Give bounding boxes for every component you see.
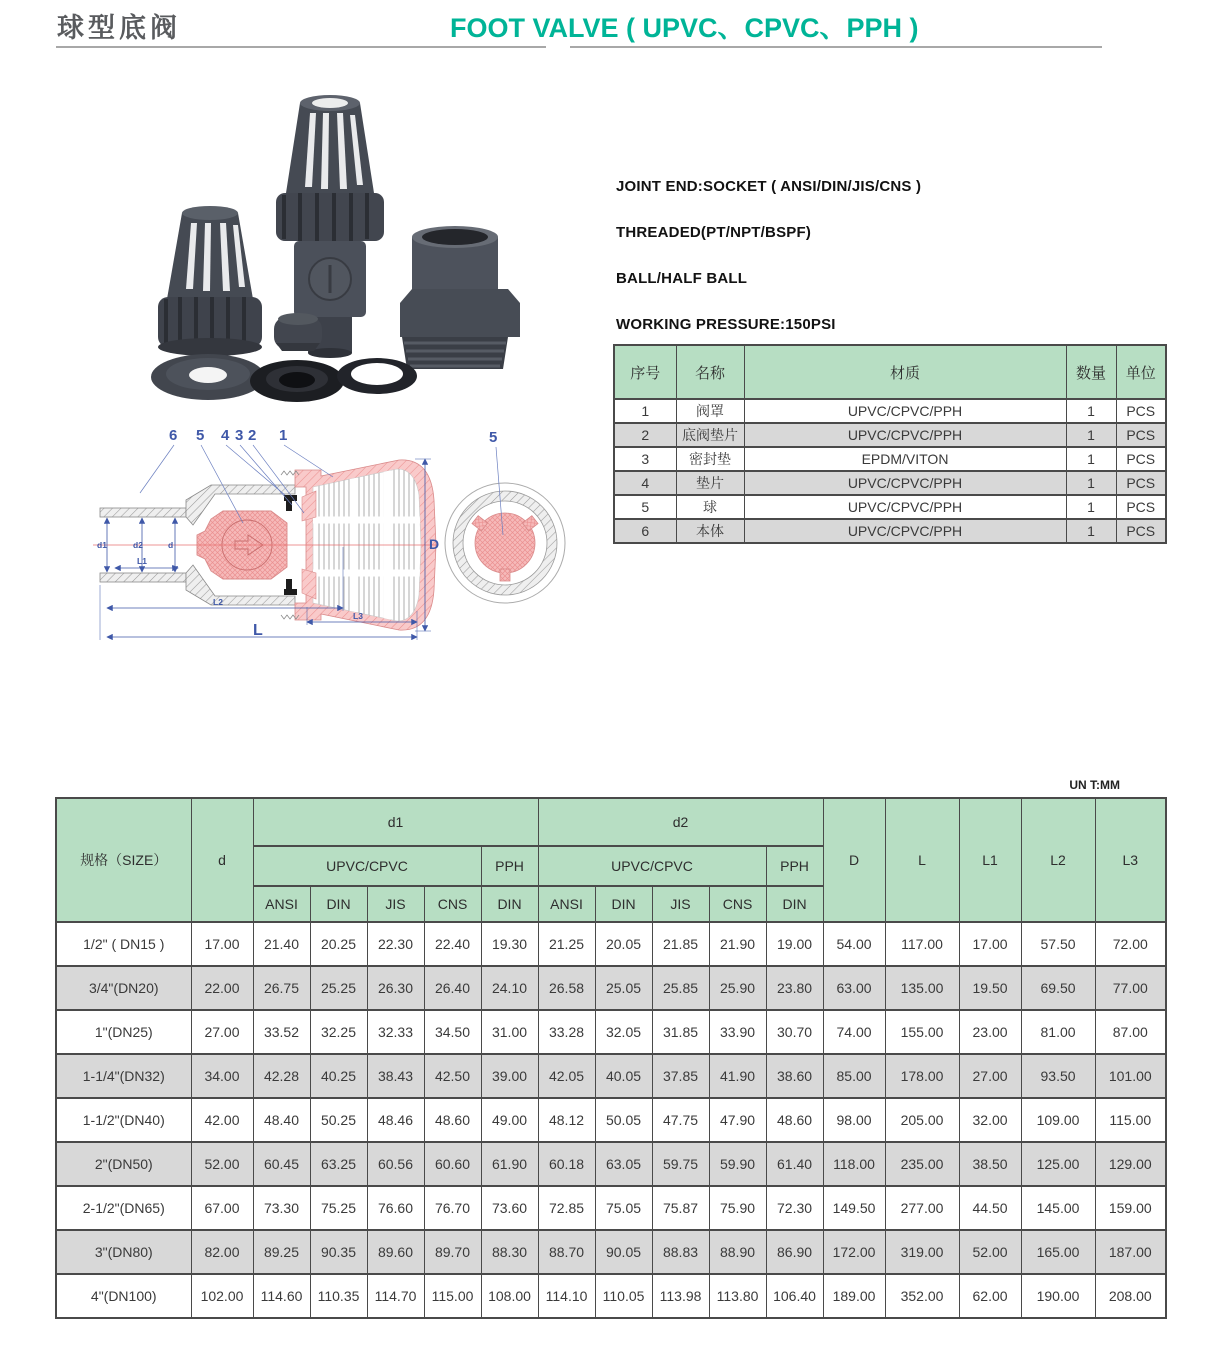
- table-cell: 61.40: [766, 1142, 823, 1186]
- table-cell: 190.00: [1021, 1274, 1095, 1318]
- table-cell: 5: [614, 495, 676, 519]
- unit-note: UN T:MM: [1069, 778, 1120, 792]
- callout-1: 1: [279, 427, 288, 444]
- parts-col-qty: 数量: [1066, 345, 1116, 399]
- table-cell: 74.00: [823, 1010, 885, 1054]
- table-cell: 85.00: [823, 1054, 885, 1098]
- col-header-d: d: [191, 798, 253, 922]
- std-header: DIN: [481, 886, 538, 922]
- table-cell: PCS: [1116, 399, 1166, 423]
- table-cell: 40.25: [310, 1054, 367, 1098]
- spec-ball: BALL/HALF BALL: [616, 270, 748, 287]
- table-cell: 19.00: [766, 922, 823, 966]
- table-cell: 76.60: [367, 1186, 424, 1230]
- table-cell: 26.58: [538, 966, 595, 1010]
- table-cell: 2"(DN50): [56, 1142, 191, 1186]
- table-cell: 20.05: [595, 922, 652, 966]
- table-cell: 23.00: [959, 1010, 1021, 1054]
- std-header: DIN: [766, 886, 823, 922]
- end-view: [445, 429, 565, 603]
- std-header: ANSI: [253, 886, 310, 922]
- table-cell: 60.18: [538, 1142, 595, 1186]
- dim-label-L: L: [253, 622, 263, 639]
- table-cell: 阀罩: [676, 399, 744, 423]
- table-cell: 4: [614, 471, 676, 495]
- table-cell: 108.00: [481, 1274, 538, 1318]
- table-cell: 38.43: [367, 1054, 424, 1098]
- table-cell: 75.05: [595, 1186, 652, 1230]
- table-cell: 20.25: [310, 922, 367, 966]
- dim-label-d2: d2: [133, 540, 143, 550]
- col-header-L3: L3: [1095, 798, 1166, 922]
- table-cell: 88.70: [538, 1230, 595, 1274]
- table-cell: 2: [614, 423, 676, 447]
- table-row: [56, 1010, 1166, 1054]
- parts-table: [613, 344, 1167, 544]
- std-header: ANSI: [538, 886, 595, 922]
- table-cell: 235.00: [885, 1142, 959, 1186]
- std-header: JIS: [652, 886, 709, 922]
- table-cell: 1/2" ( DN15 ): [56, 922, 191, 966]
- table-cell: 3"(DN80): [56, 1230, 191, 1274]
- table-cell: 135.00: [885, 966, 959, 1010]
- table-cell: 172.00: [823, 1230, 885, 1274]
- table-cell: 149.50: [823, 1186, 885, 1230]
- table-cell: 密封垫: [676, 447, 744, 471]
- table-cell: 57.50: [1021, 922, 1095, 966]
- table-cell: 73.30: [253, 1186, 310, 1230]
- cross-section-drawing: [85, 425, 605, 660]
- cross-section-view: [93, 427, 439, 640]
- table-row: [56, 1230, 1166, 1274]
- table-cell: 2-1/2"(DN65): [56, 1186, 191, 1230]
- table-cell: 39.00: [481, 1054, 538, 1098]
- table-cell: 155.00: [885, 1010, 959, 1054]
- table-cell: 90.05: [595, 1230, 652, 1274]
- table-cell: 165.00: [1021, 1230, 1095, 1274]
- dim-label-d1: d1: [97, 540, 107, 550]
- table-cell: 17.00: [959, 922, 1021, 966]
- table-cell: 117.00: [885, 922, 959, 966]
- table-cell: 101.00: [1095, 1054, 1166, 1098]
- table-cell: 26.40: [424, 966, 481, 1010]
- table-cell: 76.70: [424, 1186, 481, 1230]
- technical-drawing: [85, 425, 605, 660]
- table-cell: 1: [1066, 423, 1116, 447]
- table-cell: 86.90: [766, 1230, 823, 1274]
- table-cell: 75.87: [652, 1186, 709, 1230]
- table-cell: 34.00: [191, 1054, 253, 1098]
- callout-5-end-view: 5: [489, 429, 498, 446]
- table-cell: 114.70: [367, 1274, 424, 1318]
- table-cell: 159.00: [1095, 1186, 1166, 1230]
- parts-col-unit: 单位: [1116, 345, 1166, 399]
- dimension-section: [55, 778, 1165, 1319]
- table-row: [614, 423, 1166, 447]
- table-cell: UPVC/CPVC/PPH: [744, 471, 1066, 495]
- table-cell: PCS: [1116, 447, 1166, 471]
- table-cell: 52.00: [959, 1230, 1021, 1274]
- spec-list: [616, 178, 921, 362]
- table-cell: 60.60: [424, 1142, 481, 1186]
- table-cell: 42.50: [424, 1054, 481, 1098]
- table-row: [614, 495, 1166, 519]
- table-cell: 32.25: [310, 1010, 367, 1054]
- small-cap-part: [274, 313, 322, 351]
- table-cell: 88.30: [481, 1230, 538, 1274]
- table-cell: 67.00: [191, 1186, 253, 1230]
- table-cell: 1-1/2"(DN40): [56, 1098, 191, 1142]
- table-row: [56, 922, 1166, 966]
- col-header-L1: L1: [959, 798, 1021, 922]
- table-cell: 129.00: [1095, 1142, 1166, 1186]
- table-cell: 63.00: [823, 966, 885, 1010]
- table-cell: 42.05: [538, 1054, 595, 1098]
- table-cell: 25.25: [310, 966, 367, 1010]
- table-cell: 113.80: [709, 1274, 766, 1318]
- table-cell: 277.00: [885, 1186, 959, 1230]
- table-cell: 1"(DN25): [56, 1010, 191, 1054]
- col-header-size: 规格（SIZE）: [56, 798, 191, 922]
- std-header: CNS: [424, 886, 481, 922]
- table-cell: 48.60: [424, 1098, 481, 1142]
- callout-5: 5: [196, 427, 205, 444]
- table-cell: PCS: [1116, 495, 1166, 519]
- table-cell: 40.05: [595, 1054, 652, 1098]
- title-underline-right: [570, 46, 1102, 48]
- table-cell: 32.05: [595, 1010, 652, 1054]
- parts-col-no: 序号: [614, 345, 676, 399]
- table-cell: 19.50: [959, 966, 1021, 1010]
- table-cell: 33.52: [253, 1010, 310, 1054]
- dim-label-L2: L2: [213, 597, 223, 607]
- callout-6: 6: [169, 427, 178, 444]
- table-cell: 48.40: [253, 1098, 310, 1142]
- std-header: DIN: [310, 886, 367, 922]
- col-group-d1-upvc: UPVC/CPVC: [253, 846, 481, 886]
- table-cell: 125.00: [1021, 1142, 1095, 1186]
- dim-label-d: d: [168, 540, 174, 550]
- table-cell: 145.00: [1021, 1186, 1095, 1230]
- table-cell: 73.60: [481, 1186, 538, 1230]
- table-cell: 38.60: [766, 1054, 823, 1098]
- table-cell: 205.00: [885, 1098, 959, 1142]
- table-cell: 25.05: [595, 966, 652, 1010]
- product-photo: [60, 85, 560, 420]
- table-cell: 27.00: [191, 1010, 253, 1054]
- table-cell: 114.60: [253, 1274, 310, 1318]
- table-cell: 60.56: [367, 1142, 424, 1186]
- table-cell: PCS: [1116, 423, 1166, 447]
- table-cell: 4"(DN100): [56, 1274, 191, 1318]
- table-cell: 81.00: [1021, 1010, 1095, 1054]
- table-cell: EPDM/VITON: [744, 447, 1066, 471]
- table-cell: 98.00: [823, 1098, 885, 1142]
- table-row: [56, 1186, 1166, 1230]
- table-cell: 77.00: [1095, 966, 1166, 1010]
- table-row: [614, 519, 1166, 543]
- table-cell: 球: [676, 495, 744, 519]
- table-cell: 21.90: [709, 922, 766, 966]
- table-cell: 89.70: [424, 1230, 481, 1274]
- col-group-d2: d2: [538, 798, 823, 846]
- table-cell: 50.25: [310, 1098, 367, 1142]
- table-cell: 113.98: [652, 1274, 709, 1318]
- table-cell: 110.05: [595, 1274, 652, 1318]
- table-cell: 32.00: [959, 1098, 1021, 1142]
- callout-3: 3: [235, 427, 244, 444]
- table-cell: 63.25: [310, 1142, 367, 1186]
- page-title-zh: 球型底阀: [57, 13, 181, 43]
- table-cell: 75.90: [709, 1186, 766, 1230]
- table-cell: 59.90: [709, 1142, 766, 1186]
- table-cell: 72.30: [766, 1186, 823, 1230]
- table-cell: 34.50: [424, 1010, 481, 1054]
- table-cell: 69.50: [1021, 966, 1095, 1010]
- title-underline-left: [56, 46, 546, 48]
- col-header-D: D: [823, 798, 885, 922]
- callout-2: 2: [248, 427, 257, 444]
- col-group-d2-upvc: UPVC/CPVC: [538, 846, 766, 886]
- table-cell: 21.85: [652, 922, 709, 966]
- table-cell: 109.00: [1021, 1098, 1095, 1142]
- col-group-d1-pph: PPH: [481, 846, 538, 886]
- table-cell: 44.50: [959, 1186, 1021, 1230]
- table-cell: 72.00: [1095, 922, 1166, 966]
- table-cell: 187.00: [1095, 1230, 1166, 1274]
- table-cell: 27.00: [959, 1054, 1021, 1098]
- spec-joint-end: JOINT END:SOCKET ( ANSI/DIN/JIS/CNS ): [616, 178, 922, 195]
- std-header: CNS: [709, 886, 766, 922]
- table-cell: 42.28: [253, 1054, 310, 1098]
- table-cell: 31.00: [481, 1010, 538, 1054]
- table-cell: 23.80: [766, 966, 823, 1010]
- table-row: [56, 1142, 1166, 1186]
- table-cell: 118.00: [823, 1142, 885, 1186]
- table-cell: 319.00: [885, 1230, 959, 1274]
- table-cell: 61.90: [481, 1142, 538, 1186]
- product-photo-image: [60, 85, 560, 420]
- table-cell: 1-1/4"(DN32): [56, 1054, 191, 1098]
- gasket-parts: [151, 354, 417, 402]
- parts-col-material: 材质: [744, 345, 1066, 399]
- table-cell: 75.25: [310, 1186, 367, 1230]
- table-cell: 3: [614, 447, 676, 471]
- table-cell: 88.90: [709, 1230, 766, 1274]
- table-cell: UPVC/CPVC/PPH: [744, 423, 1066, 447]
- dim-label-D: D: [429, 536, 440, 552]
- table-cell: 26.30: [367, 966, 424, 1010]
- table-cell: 48.46: [367, 1098, 424, 1142]
- table-cell: 30.70: [766, 1010, 823, 1054]
- dimension-table: [55, 797, 1167, 1319]
- table-cell: 89.60: [367, 1230, 424, 1274]
- table-cell: 106.40: [766, 1274, 823, 1318]
- table-cell: 102.00: [191, 1274, 253, 1318]
- table-cell: 93.50: [1021, 1054, 1095, 1098]
- table-row: [56, 966, 1166, 1010]
- table-cell: 1: [1066, 519, 1116, 543]
- table-cell: 33.90: [709, 1010, 766, 1054]
- table-cell: 1: [1066, 495, 1116, 519]
- table-cell: 47.90: [709, 1098, 766, 1142]
- spec-working-pressure: WORKING PRESSURE:150PSI: [616, 316, 836, 333]
- table-cell: 110.35: [310, 1274, 367, 1318]
- table-cell: 37.85: [652, 1054, 709, 1098]
- table-cell: 48.12: [538, 1098, 595, 1142]
- callout-4: 4: [221, 427, 230, 444]
- table-row: [56, 1098, 1166, 1142]
- table-cell: 1: [614, 399, 676, 423]
- table-cell: 33.28: [538, 1010, 595, 1054]
- table-row: [56, 1274, 1166, 1318]
- table-cell: 垫片: [676, 471, 744, 495]
- table-cell: 352.00: [885, 1274, 959, 1318]
- table-cell: 底阀垫片: [676, 423, 744, 447]
- table-cell: 22.00: [191, 966, 253, 1010]
- table-cell: 52.00: [191, 1142, 253, 1186]
- table-cell: 47.75: [652, 1098, 709, 1142]
- table-row: [614, 471, 1166, 495]
- socket-adapter-part: [400, 226, 520, 369]
- table-cell: 62.00: [959, 1274, 1021, 1318]
- table-cell: 82.00: [191, 1230, 253, 1274]
- table-cell: 21.40: [253, 922, 310, 966]
- table-cell: 48.60: [766, 1098, 823, 1142]
- table-cell: 38.50: [959, 1142, 1021, 1186]
- table-cell: 189.00: [823, 1274, 885, 1318]
- table-cell: 63.05: [595, 1142, 652, 1186]
- dim-header-row-1: [56, 798, 1166, 846]
- col-group-d1: d1: [253, 798, 538, 846]
- table-cell: 本体: [676, 519, 744, 543]
- table-cell: 88.83: [652, 1230, 709, 1274]
- table-cell: 24.10: [481, 966, 538, 1010]
- table-cell: 41.90: [709, 1054, 766, 1098]
- table-cell: 72.85: [538, 1186, 595, 1230]
- table-cell: 1: [1066, 447, 1116, 471]
- table-cell: PCS: [1116, 519, 1166, 543]
- table-cell: 49.00: [481, 1098, 538, 1142]
- table-row: [614, 447, 1166, 471]
- table-cell: 1: [1066, 471, 1116, 495]
- std-header: DIN: [595, 886, 652, 922]
- dim-label-L1: L1: [137, 556, 147, 566]
- table-cell: 22.40: [424, 922, 481, 966]
- table-cell: 32.33: [367, 1010, 424, 1054]
- col-group-d2-pph: PPH: [766, 846, 823, 886]
- table-cell: UPVC/CPVC/PPH: [744, 495, 1066, 519]
- spec-threaded: THREADED(PT/NPT/BSPF): [616, 224, 812, 241]
- table-cell: 54.00: [823, 922, 885, 966]
- table-cell: 26.75: [253, 966, 310, 1010]
- table-cell: UPVC/CPVC/PPH: [744, 399, 1066, 423]
- strainer-cap-part: [158, 206, 262, 356]
- table-cell: 90.35: [310, 1230, 367, 1274]
- table-cell: 115.00: [1095, 1098, 1166, 1142]
- page-title-en: FOOT VALVE ( UPVC、CPVC、PPH ): [450, 13, 919, 43]
- table-cell: 208.00: [1095, 1274, 1166, 1318]
- table-cell: 22.30: [367, 922, 424, 966]
- table-cell: 59.75: [652, 1142, 709, 1186]
- table-cell: 21.25: [538, 922, 595, 966]
- table-cell: 6: [614, 519, 676, 543]
- table-cell: 89.25: [253, 1230, 310, 1274]
- table-cell: 178.00: [885, 1054, 959, 1098]
- table-cell: PCS: [1116, 471, 1166, 495]
- dim-label-L3: L3: [353, 611, 363, 621]
- parts-col-name: 名称: [676, 345, 744, 399]
- table-cell: 87.00: [1095, 1010, 1166, 1054]
- table-cell: 50.05: [595, 1098, 652, 1142]
- table-cell: 25.85: [652, 966, 709, 1010]
- table-cell: 25.90: [709, 966, 766, 1010]
- table-cell: 60.45: [253, 1142, 310, 1186]
- table-cell: 3/4"(DN20): [56, 966, 191, 1010]
- table-row: [614, 399, 1166, 423]
- table-cell: UPVC/CPVC/PPH: [744, 519, 1066, 543]
- table-cell: 31.85: [652, 1010, 709, 1054]
- parts-table-header-row: [614, 345, 1166, 399]
- table-cell: 1: [1066, 399, 1116, 423]
- table-cell: 114.10: [538, 1274, 595, 1318]
- std-header: JIS: [367, 886, 424, 922]
- table-cell: 42.00: [191, 1098, 253, 1142]
- col-header-L: L: [885, 798, 959, 922]
- col-header-L2: L2: [1021, 798, 1095, 922]
- table-cell: 115.00: [424, 1274, 481, 1318]
- table-cell: 19.30: [481, 922, 538, 966]
- table-cell: 17.00: [191, 922, 253, 966]
- table-row: [56, 1054, 1166, 1098]
